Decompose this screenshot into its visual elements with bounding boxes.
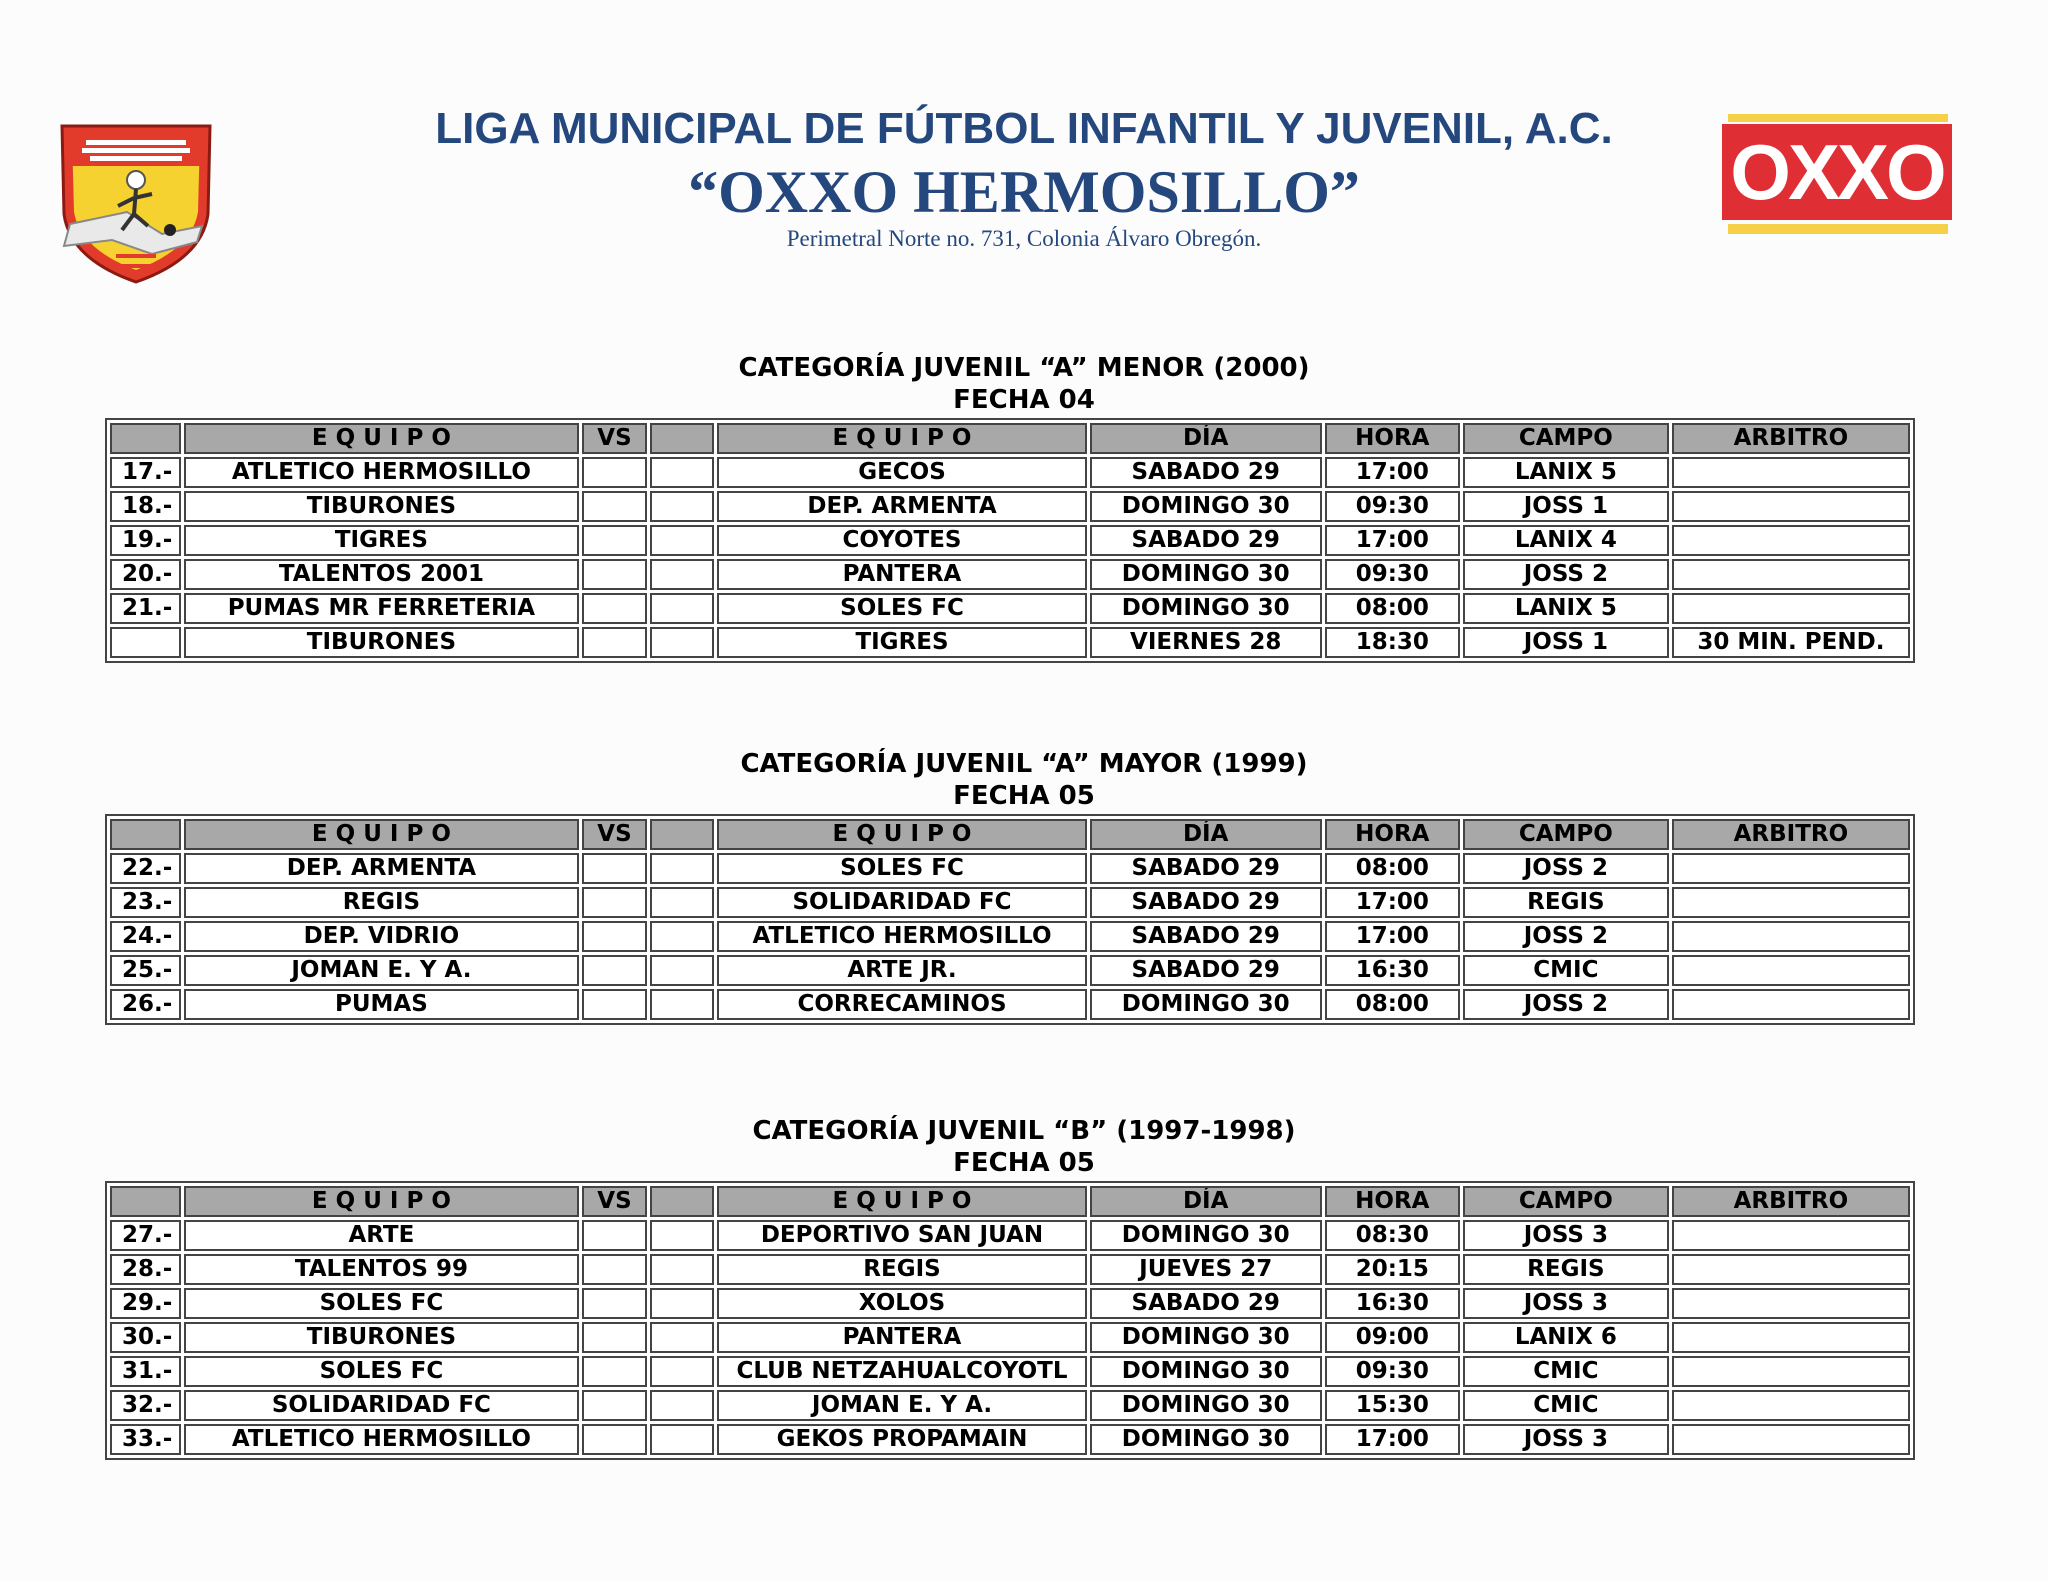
cell-field: JOSS 2 — [1463, 853, 1669, 884]
cell-team-away: PANTERA — [717, 559, 1086, 590]
cell-team-home: PUMAS MR FERRETERIA — [184, 593, 580, 624]
cell-referee — [1672, 853, 1910, 884]
column-header-team-home: E Q U I P O — [184, 1186, 580, 1217]
cell-vs-score-home — [582, 1390, 647, 1421]
cell-day: DOMINGO 30 — [1090, 559, 1322, 590]
cell-vs-score-home — [582, 853, 647, 884]
cell-day: DOMINGO 30 — [1090, 1390, 1322, 1421]
cell-num: 19.- — [110, 525, 181, 556]
cell-day: SABADO 29 — [1090, 1288, 1322, 1319]
cell-day: DOMINGO 30 — [1090, 491, 1322, 522]
cell-vs-score-away — [650, 627, 715, 658]
cell-team-away: TIGRES — [717, 627, 1086, 658]
cell-team-away: GEKOS PROPAMAIN — [717, 1424, 1086, 1455]
cell-vs-score-home — [582, 1220, 647, 1251]
cell-vs-score-home — [582, 989, 647, 1020]
cell-team-away: XOLOS — [717, 1288, 1086, 1319]
cell-num: 30.- — [110, 1322, 181, 1353]
cell-team-home: DEP. VIDRIO — [184, 921, 580, 952]
cell-day: SABADO 29 — [1090, 955, 1322, 986]
cell-time: 18:30 — [1325, 627, 1460, 658]
table-header-row — [110, 1186, 1910, 1217]
cell-num: 18.- — [110, 491, 181, 522]
cell-vs-score-away — [650, 955, 715, 986]
cell-team-away: ARTE JR. — [717, 955, 1086, 986]
table-row — [110, 559, 1910, 590]
table-row — [110, 1356, 1910, 1387]
cell-team-home: PUMAS — [184, 989, 580, 1020]
schedule-table — [105, 418, 1915, 663]
cell-time: 08:00 — [1325, 593, 1460, 624]
cell-vs-score-away — [650, 1390, 715, 1421]
table-row — [110, 1254, 1910, 1285]
cell-team-home: SOLIDARIDAD FC — [184, 1390, 580, 1421]
cell-referee — [1672, 593, 1910, 624]
cell-vs-score-home — [582, 1424, 647, 1455]
cell-team-away: CORRECAMINOS — [717, 989, 1086, 1020]
cell-field: LANIX 6 — [1463, 1322, 1669, 1353]
cell-day: DOMINGO 30 — [1090, 1220, 1322, 1251]
cell-time: 09:00 — [1325, 1322, 1460, 1353]
cell-field: LANIX 5 — [1463, 593, 1669, 624]
cell-num: 29.- — [110, 1288, 181, 1319]
cell-team-home: SOLES FC — [184, 1288, 580, 1319]
cell-vs-score-away — [650, 1288, 715, 1319]
section-fecha: FECHA 04 — [953, 385, 1095, 415]
cell-time: 17:00 — [1325, 887, 1460, 918]
cell-num: 25.- — [110, 955, 181, 986]
column-header-time: HORA — [1325, 819, 1460, 850]
cell-vs-score-away — [650, 1254, 715, 1285]
cell-vs-score-away — [650, 887, 715, 918]
cell-vs-score-home — [582, 457, 647, 488]
cell-time: 17:00 — [1325, 525, 1460, 556]
cell-team-home: TIBURONES — [184, 491, 580, 522]
cell-vs-score-home — [582, 627, 647, 658]
cell-vs-score-away — [650, 989, 715, 1020]
cell-team-away: SOLIDARIDAD FC — [717, 887, 1086, 918]
cell-team-away: REGIS — [717, 1254, 1086, 1285]
cell-team-home: DEP. ARMENTA — [184, 853, 580, 884]
cell-field: JOSS 1 — [1463, 627, 1669, 658]
column-header-team-home: E Q U I P O — [184, 423, 580, 454]
cell-num: 31.- — [110, 1356, 181, 1387]
cell-num: 24.- — [110, 921, 181, 952]
cell-day: SABADO 29 — [1090, 457, 1322, 488]
table-row — [110, 627, 1910, 658]
section-fecha: FECHA 05 — [953, 781, 1095, 811]
cell-referee — [1672, 1220, 1910, 1251]
cell-day: DOMINGO 30 — [1090, 593, 1322, 624]
cell-field: JOSS 3 — [1463, 1424, 1669, 1455]
cell-field: JOSS 1 — [1463, 491, 1669, 522]
cell-team-home: ATLETICO HERMOSILLO — [184, 1424, 580, 1455]
column-header-day: DÍA — [1090, 423, 1322, 454]
cell-referee — [1672, 887, 1910, 918]
cell-team-away: ATLETICO HERMOSILLO — [717, 921, 1086, 952]
cell-referee — [1672, 921, 1910, 952]
cell-day: DOMINGO 30 — [1090, 1424, 1322, 1455]
cell-referee — [1672, 1424, 1910, 1455]
cell-vs-score-away — [650, 853, 715, 884]
league-address: Perimetral Norte no. 731, Colonia Álvaro Obregón. — [786, 226, 1262, 251]
cell-day: SABADO 29 — [1090, 887, 1322, 918]
cell-vs-score-away — [650, 525, 715, 556]
column-header-vs-score-away — [650, 423, 715, 454]
cell-team-away: DEPORTIVO SAN JUAN — [717, 1220, 1086, 1251]
cell-day: DOMINGO 30 — [1090, 1356, 1322, 1387]
cell-vs-score-home — [582, 491, 647, 522]
column-header-time: HORA — [1325, 423, 1460, 454]
cell-num — [110, 627, 181, 658]
league-subtitle: “OXXO HERMOSILLO” — [688, 159, 1360, 225]
cell-time: 08:30 — [1325, 1220, 1460, 1251]
cell-num: 20.- — [110, 559, 181, 590]
cell-team-home: TIBURONES — [184, 1322, 580, 1353]
cell-day: SABADO 29 — [1090, 525, 1322, 556]
table-row — [110, 491, 1910, 522]
cell-field: JOSS 2 — [1463, 559, 1669, 590]
cell-vs-score-away — [650, 1424, 715, 1455]
cell-day: DOMINGO 30 — [1090, 989, 1322, 1020]
cell-field: CMIC — [1463, 1356, 1669, 1387]
table-row — [110, 921, 1910, 952]
cell-referee — [1672, 1288, 1910, 1319]
league-title: LIGA MUNICIPAL DE FÚTBOL INFANTIL Y JUVENIL, A.C. — [435, 104, 1613, 153]
table-header-row — [110, 819, 1910, 850]
cell-field: JOSS 2 — [1463, 921, 1669, 952]
cell-team-home: JOMAN E. Y A. — [184, 955, 580, 986]
column-header-referee: ARBITRO — [1672, 1186, 1910, 1217]
column-header-field: CAMPO — [1463, 423, 1669, 454]
cell-time: 15:30 — [1325, 1390, 1460, 1421]
section-fecha: FECHA 05 — [953, 1148, 1095, 1178]
cell-team-home: TALENTOS 2001 — [184, 559, 580, 590]
section-title: CATEGORÍA JUVENIL “A” MAYOR (1999) — [740, 749, 1308, 779]
cell-field: LANIX 4 — [1463, 525, 1669, 556]
cell-num: 23.- — [110, 887, 181, 918]
cell-day: JUEVES 27 — [1090, 1254, 1322, 1285]
cell-vs-score-home — [582, 593, 647, 624]
table-row — [110, 457, 1910, 488]
cell-time: 20:15 — [1325, 1254, 1460, 1285]
cell-time: 09:30 — [1325, 559, 1460, 590]
cell-referee: 30 MIN. PEND. — [1672, 627, 1910, 658]
cell-num: 26.- — [110, 989, 181, 1020]
column-header-team-home: E Q U I P O — [184, 819, 580, 850]
column-header-vs-score-home: VS — [582, 819, 647, 850]
column-header-time: HORA — [1325, 1186, 1460, 1217]
cell-field: CMIC — [1463, 1390, 1669, 1421]
cell-vs-score-home — [582, 559, 647, 590]
cell-referee — [1672, 559, 1910, 590]
cell-vs-score-home — [582, 921, 647, 952]
cell-vs-score-away — [650, 491, 715, 522]
cell-vs-score-home — [582, 955, 647, 986]
cell-team-away: SOLES FC — [717, 593, 1086, 624]
cell-team-away: GECOS — [717, 457, 1086, 488]
cell-vs-score-home — [582, 1288, 647, 1319]
cell-vs-score-away — [650, 457, 715, 488]
column-header-num — [110, 819, 181, 850]
cell-team-away: SOLES FC — [717, 853, 1086, 884]
table-row — [110, 1288, 1910, 1319]
cell-field: LANIX 5 — [1463, 457, 1669, 488]
cell-vs-score-home — [582, 1356, 647, 1387]
table-row — [110, 853, 1910, 884]
cell-team-away: COYOTES — [717, 525, 1086, 556]
cell-team-home: REGIS — [184, 887, 580, 918]
cell-referee — [1672, 1390, 1910, 1421]
cell-time: 08:00 — [1325, 853, 1460, 884]
column-header-vs-score-away — [650, 1186, 715, 1217]
cell-vs-score-home — [582, 887, 647, 918]
cell-time: 09:30 — [1325, 491, 1460, 522]
table-row — [110, 989, 1910, 1020]
cell-team-away: CLUB NETZAHUALCOYOTL — [717, 1356, 1086, 1387]
cell-day: VIERNES 28 — [1090, 627, 1322, 658]
column-header-day: DÍA — [1090, 819, 1322, 850]
cell-day: DOMINGO 30 — [1090, 1322, 1322, 1353]
column-header-num — [110, 423, 181, 454]
cell-vs-score-home — [582, 1322, 647, 1353]
column-header-vs-score-home: VS — [582, 1186, 647, 1217]
cell-time: 16:30 — [1325, 955, 1460, 986]
cell-num: 21.- — [110, 593, 181, 624]
cell-vs-score-away — [650, 559, 715, 590]
schedule-table — [105, 1181, 1915, 1460]
cell-field: REGIS — [1463, 1254, 1669, 1285]
cell-vs-score-home — [582, 525, 647, 556]
cell-num: 28.- — [110, 1254, 181, 1285]
schedule-table — [105, 814, 1915, 1025]
cell-referee — [1672, 457, 1910, 488]
cell-field: JOSS 3 — [1463, 1288, 1669, 1319]
section-title: CATEGORÍA JUVENIL “A” MENOR (2000) — [738, 353, 1310, 383]
cell-time: 16:30 — [1325, 1288, 1460, 1319]
cell-field: JOSS 3 — [1463, 1220, 1669, 1251]
cell-referee — [1672, 1254, 1910, 1285]
cell-vs-score-away — [650, 1220, 715, 1251]
cell-referee — [1672, 955, 1910, 986]
column-header-field: CAMPO — [1463, 819, 1669, 850]
cell-time: 09:30 — [1325, 1356, 1460, 1387]
cell-vs-score-away — [650, 921, 715, 952]
oxxo-logo-text: OXXO — [1722, 124, 1952, 220]
cell-team-home: TALENTOS 99 — [184, 1254, 580, 1285]
cell-referee — [1672, 989, 1910, 1020]
column-header-team-away: E Q U I P O — [717, 423, 1086, 454]
section-title: CATEGORÍA JUVENIL “B” (1997-1998) — [752, 1116, 1296, 1146]
cell-field: REGIS — [1463, 887, 1669, 918]
column-header-num — [110, 1186, 181, 1217]
table-row — [110, 1322, 1910, 1353]
table-row — [110, 525, 1910, 556]
column-header-referee: ARBITRO — [1672, 423, 1910, 454]
cell-day: SABADO 29 — [1090, 853, 1322, 884]
cell-team-home: TIGRES — [184, 525, 580, 556]
cell-referee — [1672, 491, 1910, 522]
column-header-vs-score-home: VS — [582, 423, 647, 454]
cell-num: 32.- — [110, 1390, 181, 1421]
cell-vs-score-away — [650, 593, 715, 624]
cell-team-home: ATLETICO HERMOSILLO — [184, 457, 580, 488]
table-row — [110, 593, 1910, 624]
column-header-team-away: E Q U I P O — [717, 819, 1086, 850]
column-header-team-away: E Q U I P O — [717, 1186, 1086, 1217]
cell-num: 33.- — [110, 1424, 181, 1455]
table-row — [110, 955, 1910, 986]
cell-num: 22.- — [110, 853, 181, 884]
cell-field: JOSS 2 — [1463, 989, 1669, 1020]
table-row — [110, 887, 1910, 918]
cell-team-away: PANTERA — [717, 1322, 1086, 1353]
cell-team-home: SOLES FC — [184, 1356, 580, 1387]
cell-referee — [1672, 1356, 1910, 1387]
cell-num: 17.- — [110, 457, 181, 488]
table-row — [110, 1220, 1910, 1251]
cell-team-away: JOMAN E. Y A. — [717, 1390, 1086, 1421]
cell-num: 27.- — [110, 1220, 181, 1251]
table-row — [110, 1390, 1910, 1421]
cell-team-home: ARTE — [184, 1220, 580, 1251]
cell-referee — [1672, 525, 1910, 556]
cell-time: 17:00 — [1325, 921, 1460, 952]
cell-vs-score-away — [650, 1322, 715, 1353]
cell-referee — [1672, 1322, 1910, 1353]
cell-time: 17:00 — [1325, 1424, 1460, 1455]
cell-time: 08:00 — [1325, 989, 1460, 1020]
cell-time: 17:00 — [1325, 457, 1460, 488]
column-header-referee: ARBITRO — [1672, 819, 1910, 850]
cell-team-home: TIBURONES — [184, 627, 580, 658]
table-row — [110, 1424, 1910, 1455]
cell-vs-score-home — [582, 1254, 647, 1285]
column-header-vs-score-away — [650, 819, 715, 850]
cell-team-away: DEP. ARMENTA — [717, 491, 1086, 522]
cell-day: SABADO 29 — [1090, 921, 1322, 952]
cell-vs-score-away — [650, 1356, 715, 1387]
table-header-row — [110, 423, 1910, 454]
column-header-field: CAMPO — [1463, 1186, 1669, 1217]
column-header-day: DÍA — [1090, 1186, 1322, 1217]
cell-field: CMIC — [1463, 955, 1669, 986]
